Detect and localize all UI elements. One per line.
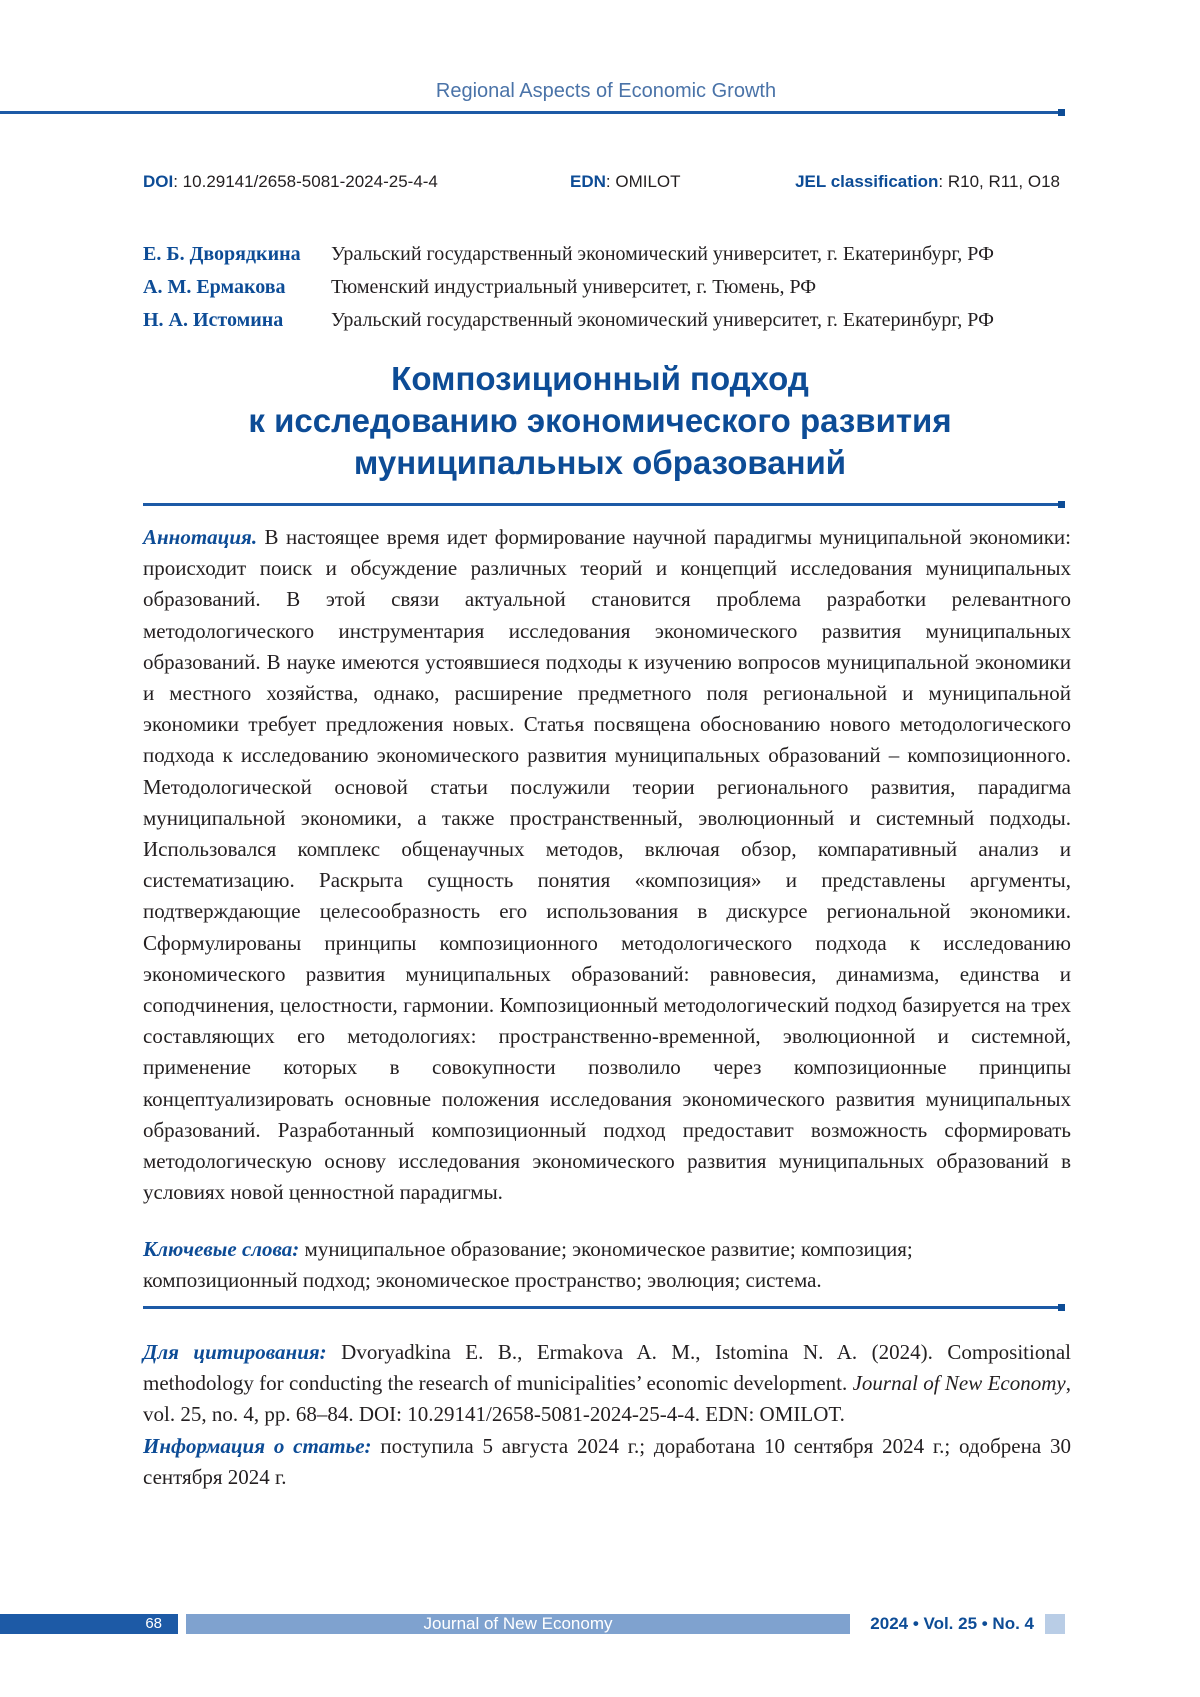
title-rule <box>143 503 1063 506</box>
footer-journal-name: Journal of New Economy <box>186 1614 850 1634</box>
keywords-label: Ключевые слова: <box>143 1237 299 1261</box>
running-header: Regional Aspects of Economic Growth <box>0 80 1200 103</box>
doi-value: : 10.29141/2658-5081-2024-25-4-4 <box>173 172 438 191</box>
edn-label: EDN <box>570 172 606 191</box>
citation-details: , vol. 25, no. 4, pp. 68–84. DOI: 10.29141/2658-5081-2024-25-4-4. EDN: OMILOT. <box>143 1371 1071 1426</box>
footer-issue: 2024 • Vol. 25 • No. 4 <box>864 1614 1034 1634</box>
jel-line <box>795 172 1060 192</box>
article-info-text: поступила 5 августа 2024 г.; доработана 10 сентября 2024 г.; одобрена 30 сентября 2024 г. <box>143 1434 1071 1489</box>
article-info-label: Информация о статье: <box>143 1434 372 1458</box>
abstract <box>143 522 1071 1208</box>
title-line: Композиционный подход <box>100 358 1100 400</box>
author-row <box>143 238 1073 271</box>
edn-value: : OMILOT <box>606 172 681 191</box>
page-footer <box>0 1614 1200 1634</box>
jel-value: : R10, R11, O18 <box>938 172 1060 191</box>
doi-label: DOI <box>143 172 173 191</box>
article-info <box>143 1431 1071 1493</box>
citation-journal: Journal of New Economy <box>853 1371 1066 1395</box>
author-name: Н. А. Истомина <box>143 309 331 332</box>
keywords-text: муниципальное образование; экономическое развитие; композиция; композиционный подход; экономическое пространство; эволюция; система. <box>143 1237 913 1292</box>
citation-text: Dvoryadkina E. B., Ermakova A. M., Istomina N. A. (2024). Compositional methodology for conducting the research of municipalities’ economic development. <box>143 1340 1071 1395</box>
citation-label: Для цитирования: <box>143 1340 327 1364</box>
author-affiliation: Тюменский индустриальный университет, г. Тюмень, РФ <box>331 276 816 299</box>
abstract-text: В настоящее время идет формирование научной парадигмы муниципальной экономики: происходит поиск и обсуждение различных теорий и концепций исследования муниципальных образований. В этой связи актуальной становится проблема разработки релевантного методологического инструментария исследования экономического развития муниципальных образований. В науке имеются устоявшиеся подходы к изучению вопросов муниципальной экономики и местного хозяйства, однако, расширение предметного поля региональной и муниципальной экономики требует предложения новых. Статья посвящена обоснованию нового методологического подхода к исследованию экономического развития муниципальных образований – композиционного. Методологической основой статьи послужили теории регионального развития, парадигма муниципальной экономики, а также пространственный, эволюционный и системный подходы. Использовался комплекс общенаучных методов, включая обзор, компаративный анализ и систематизацию. Раскрыта сущность понятия «композиция» и представлены аргументы, подтверждающие целесообразность его использования в дискурсе региональной экономики. Сформулированы принципы композиционного методологического подхода к исследованию экономического развития муниципальных образований: равновесия, динамизма, единства и соподчинения, целостности, гармонии. Композиционный методологический подход базируется на трех составляющих его методологиях: пространственно-временной, эволюционной и системной, применение которых в совокупности позволило через композиционные принципы концептуализировать основные положения исследования экономического развития муниципальных образований. Разработанный композиционный подход предоставит возможность сформировать методологическую основу исследования экономического развития муниципальных образований в условиях новой ценностной парадигмы. <box>143 525 1071 1204</box>
author-name: Е. Б. Дворядкина <box>143 243 331 266</box>
author-list <box>143 238 1073 337</box>
edn-line <box>570 172 681 192</box>
doi-line <box>143 172 438 192</box>
author-affiliation: Уральский государственный экономический университет, г. Екатеринбург, РФ <box>331 243 994 266</box>
author-affiliation: Уральский государственный экономический университет, г. Екатеринбург, РФ <box>331 309 994 332</box>
title-line: к исследованию экономического развития <box>100 400 1100 442</box>
page-number: 68 <box>145 1614 162 1634</box>
keywords <box>143 1234 1071 1296</box>
jel-label: JEL classification <box>795 172 938 191</box>
keywords-rule <box>143 1306 1063 1309</box>
citation <box>143 1337 1071 1431</box>
header-rule <box>0 111 1063 114</box>
footer-square <box>1045 1614 1065 1634</box>
abstract-label: Аннотация. <box>143 525 257 549</box>
page-number-bar <box>0 1614 178 1634</box>
author-row <box>143 304 1073 337</box>
author-name: А. М. Ермакова <box>143 276 331 299</box>
article-title <box>100 358 1100 484</box>
title-line: муниципальных образований <box>100 442 1100 484</box>
author-row <box>143 271 1073 304</box>
